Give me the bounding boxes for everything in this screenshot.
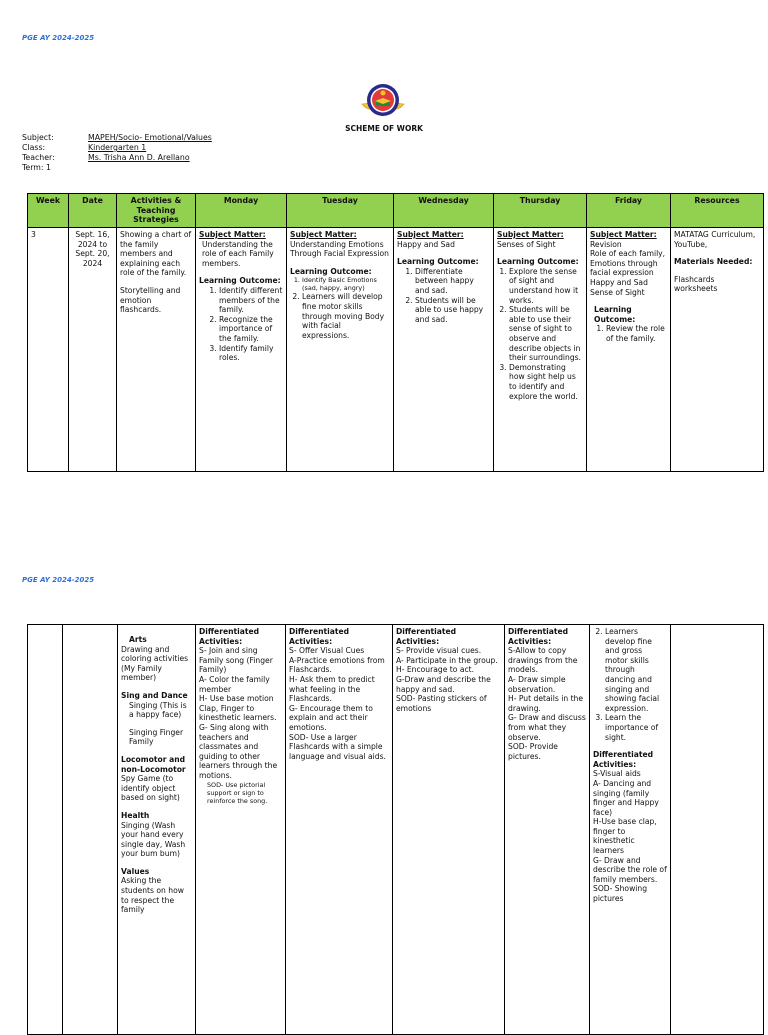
info-value: Ms. Trisha Ann D. Arellano <box>88 153 190 162</box>
outcome-item: 3. Demonstrating how sight help us to identify and explore the world. <box>509 363 583 401</box>
info-label: Teacher: <box>22 153 55 162</box>
outcome-item: 2. Learners develop fine and gross motor skills through dancing and singing and showing facial expression. <box>605 627 667 713</box>
col-header-activities: Activities & Teaching Strategies <box>117 194 196 228</box>
diff-item: S- Offer Visual Cues <box>289 646 365 656</box>
outcome-item: 3. Learn the importance of sight. <box>605 713 667 742</box>
cell-activities <box>118 625 196 1035</box>
cell-resources <box>671 228 764 472</box>
subject-matter: Happy and Sad <box>397 239 455 249</box>
col-header-thursday: Thursday <box>494 194 587 228</box>
cell-thursday <box>494 228 587 472</box>
outcome-item: 1. Explore the sense of sight and understand how it works. <box>509 267 583 305</box>
material-item: worksheets <box>674 284 718 294</box>
diff-item: A- Participate in the group. <box>396 655 498 665</box>
cell-week: 3 <box>28 228 69 472</box>
outcome-item: 3. Identify family roles. <box>219 344 283 363</box>
info-label: Class: <box>22 143 46 152</box>
differentiated-label: Differentiated Activities: <box>508 627 569 646</box>
cell-date-empty <box>63 625 118 1035</box>
diff-item: S-Allow to copy drawings from the models. <box>508 646 578 675</box>
col-header-wednesday: Wednesday <box>394 194 494 228</box>
diff-item: S-Visual aids <box>593 769 641 779</box>
info-label: Subject: <box>22 133 54 142</box>
differentiated-label: Differentiated Activities: <box>593 750 654 769</box>
school-seal-icon <box>360 82 406 120</box>
differentiated-label: Differentiated Activities: <box>396 627 457 646</box>
outcome-item: 1. Identify Basic Emotions (sad, happy, angry) <box>302 276 390 292</box>
material-item: Flashcards <box>674 274 715 284</box>
differentiated-label: Differentiated Activities: <box>199 627 260 646</box>
col-header-friday: Friday <box>587 194 671 228</box>
outcome-item: 1. Differentiate between happy and sad. <box>415 267 490 296</box>
diff-item: A- Dancing and singing (family finger and Happy face) <box>593 778 659 817</box>
subject-matter-label: Subject Matter: <box>497 230 564 239</box>
activity-text: Singing Finger Family <box>129 727 184 747</box>
diff-item: G-Draw and describe the happy and sad. <box>396 674 491 694</box>
subject-matter-label: Subject Matter: <box>199 230 266 239</box>
page-header: PGE AY 2024-2025 <box>22 576 95 584</box>
materials-label: Materials Needed: <box>674 257 753 267</box>
diff-item: SOD- Use pictorial support or sign to reinforce the song. <box>207 780 268 805</box>
sing-dance-label: Sing and Dance <box>121 690 188 700</box>
cell-friday <box>590 625 671 1035</box>
diff-item: SOD- Pasting stickers of emotions <box>396 694 487 713</box>
learning-outcome-label: Learning Outcome: <box>497 257 579 267</box>
outcome-item: 2. Students will be able to use happy and sad. <box>415 296 490 325</box>
diff-item: A- Color the family member <box>199 674 270 694</box>
diff-item: S- Join and sing Family song (Finger Family) <box>199 646 273 675</box>
subject-matter: Understanding the role of each Family members. <box>202 239 274 268</box>
subject-matter-label: Subject Matter: <box>397 230 464 239</box>
learning-outcome-label: Learning Outcome: <box>290 266 372 276</box>
activity-text: Singing (This is a happy face) <box>129 700 187 720</box>
cell-tuesday <box>287 228 394 472</box>
diff-item: H- Put details in the drawing. <box>508 694 584 713</box>
subject-matter: Understanding Emotions Through Facial Expression <box>290 239 389 259</box>
subject-matter-label: Subject Matter: <box>590 230 657 239</box>
cell-monday <box>196 228 287 472</box>
activity-text: Drawing and coloring activities (My Family member) <box>121 644 189 683</box>
values-label: Values <box>121 866 150 876</box>
diff-item: H- Encourage to act. <box>396 665 475 675</box>
outcome-item: 1. Review the role of the family. <box>606 324 667 343</box>
learning-outcome-label: Learning Outcome: <box>594 305 636 324</box>
diff-item: G- Draw and discuss from what they observe. <box>508 713 586 742</box>
col-header-tuesday: Tuesday <box>287 194 394 228</box>
diff-item: H- Ask them to predict what feeling in the Flashcards. <box>289 674 375 704</box>
diff-item: A- Draw simple observation. <box>508 674 566 694</box>
diff-item: SOD- Provide pictures. <box>508 742 558 761</box>
learning-outcome-label: Learning Outcome: <box>397 257 479 267</box>
activity-text: Spy Game (to identify object based on sight) <box>121 774 180 803</box>
resources-text: MATATAG Curriculum, YouTube, <box>674 230 756 249</box>
outcome-item: 2. Recognize the importance of the family. <box>219 315 283 344</box>
col-header-week: Week <box>28 194 69 228</box>
cell-resources-empty <box>671 625 764 1035</box>
subject-matter: Revision <box>590 239 622 249</box>
course-info <box>22 133 212 173</box>
diff-item: H- Use base motion Clap, Finger to kinesthetic learners. <box>199 694 277 723</box>
col-header-resources: Resources <box>671 194 764 228</box>
activity-text: Showing a chart of the family members and explaining each role of the family. <box>120 230 192 278</box>
diff-item: SOD- Use a larger Flashcards with a simple language and visual aids. <box>289 732 386 761</box>
info-label: Term: 1 <box>22 163 51 172</box>
subject-matter: Happy and Sad <box>590 277 648 287</box>
differentiated-label: Differentiated Activities: <box>289 627 350 646</box>
subject-matter: Senses of Sight <box>497 239 556 249</box>
cell-date: Sept. 16, 2024 to Sept. 20, 2024 <box>69 228 117 472</box>
diff-item: G- Draw and describe the role of family members. <box>593 855 667 884</box>
diff-item: A-Practice emotions from Flashcards. <box>289 655 385 675</box>
activity-text: Singing (Wash your hand every single day, Wash your bum bum) <box>121 820 186 859</box>
document-title: SCHEME OF WORK <box>345 124 423 133</box>
subject-matter: Sense of Sight <box>590 287 645 297</box>
diff-item: S- Provide visual cues. <box>396 646 482 656</box>
subject-matter: Role of each family, <box>590 249 666 259</box>
outcome-item: 2. Students will be able to use their sense of sight to observe and describe objects in their surroundings. <box>509 305 583 363</box>
diff-item: G- Encourage them to explain and act their emotions. <box>289 703 373 732</box>
info-value: Kindergarten 1 <box>88 143 147 152</box>
arts-label: Arts <box>129 635 147 644</box>
subject-matter-label: Subject Matter: <box>290 230 357 239</box>
activity-text: Storytelling and emotion flashcards. <box>120 285 181 315</box>
info-value: MAPEH/Socio- Emotional/Values <box>88 133 212 142</box>
cell-wednesday <box>394 228 494 472</box>
cell-monday <box>196 625 286 1035</box>
locomotor-label: Locomotor and non-Locomotor <box>121 754 186 774</box>
outcome-item: 2. Learners will develop fine motor skills through moving Body with facial expressions. <box>302 292 390 340</box>
cell-tuesday <box>286 625 393 1035</box>
scheme-table-page1 <box>27 193 764 472</box>
subject-matter: Emotions through facial expression <box>590 258 658 278</box>
health-label: Health <box>121 810 150 820</box>
scheme-table-page2 <box>27 624 764 1035</box>
page-header: PGE AY 2024-2025 <box>22 34 95 42</box>
cell-activities <box>117 228 196 472</box>
cell-friday <box>587 228 671 472</box>
col-header-monday: Monday <box>196 194 287 228</box>
cell-wednesday <box>393 625 505 1035</box>
diff-item: SOD- Showing pictures <box>593 884 648 904</box>
outcome-item: 1. Identify different members of the family. <box>219 286 283 315</box>
diff-item: H-Use base clap, finger to kinesthetic learners <box>593 817 657 856</box>
cell-week-empty <box>28 625 63 1035</box>
col-header-date: Date <box>69 194 117 228</box>
learning-outcome-label: Learning Outcome: <box>199 276 281 286</box>
activity-text: Asking the students on how to respect the family <box>121 876 184 915</box>
cell-thursday <box>505 625 590 1035</box>
diff-item: G- Sing along with teachers and classmates and guiding to other learners through the motions. <box>199 722 278 780</box>
